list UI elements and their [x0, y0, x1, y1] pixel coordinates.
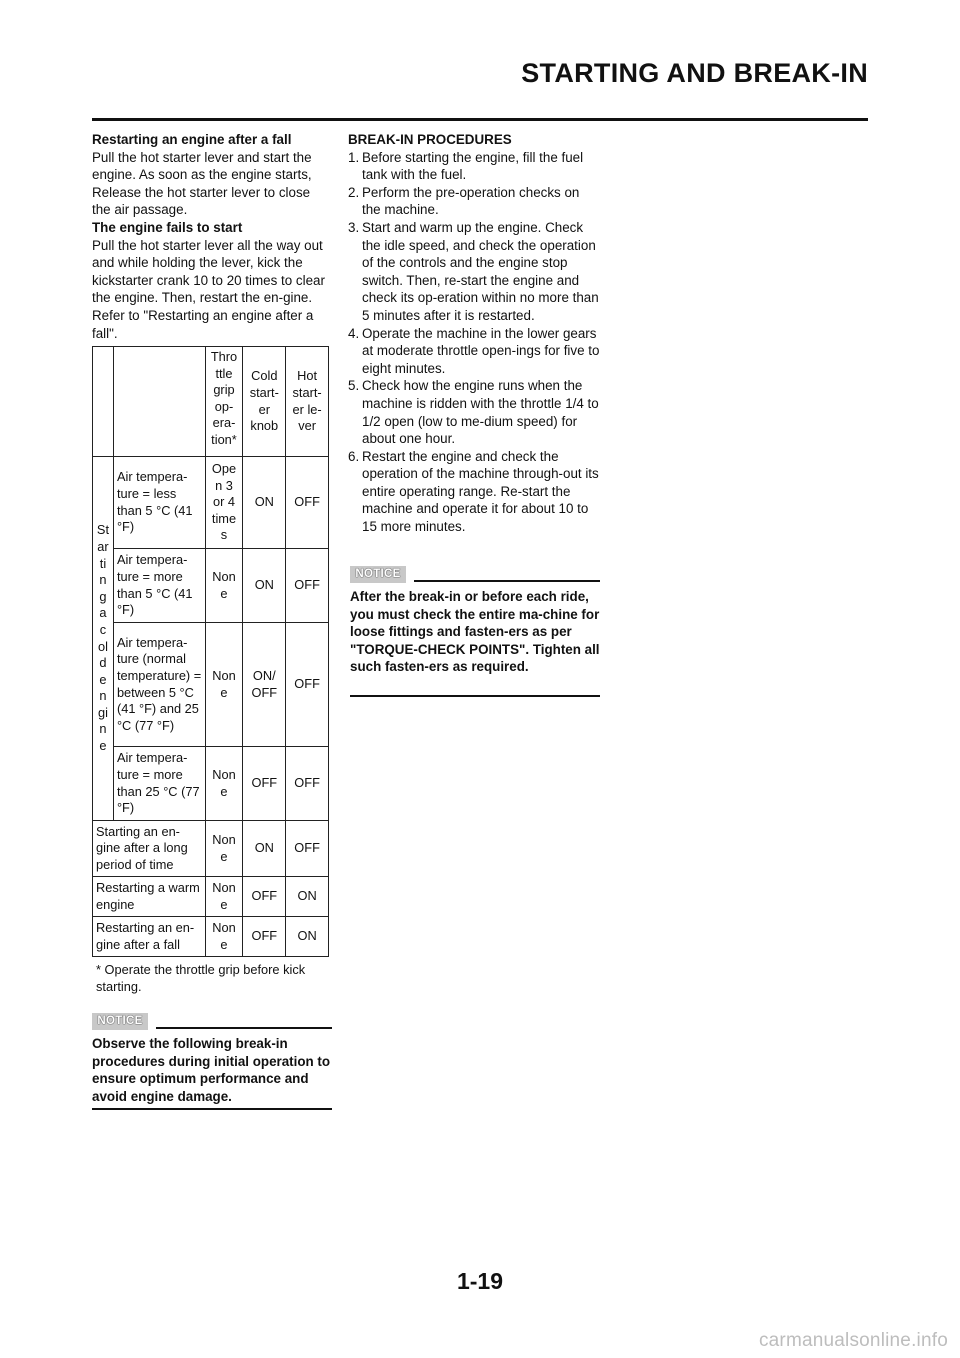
- row-hot: ON: [286, 877, 329, 917]
- right-column: [348, 131, 600, 536]
- row-cold: OFF: [243, 917, 286, 957]
- notice-bottom-rule: [350, 695, 600, 697]
- table-row: [93, 623, 329, 747]
- engine-fails-heading: The engine fails to start: [92, 219, 243, 235]
- list-item: 2. Perform the pre-operation checks on the machine.: [348, 184, 580, 218]
- notice-badge: NOTICE: [350, 566, 406, 583]
- row-condition: Air tempera- ture = less than 5 °C (41 °F): [113, 457, 205, 549]
- table-row: [93, 821, 329, 877]
- row-cold: ON/ OFF: [243, 623, 286, 747]
- notice-left: [92, 1013, 332, 1113]
- list-item: 6. Restart the engine and check the operation of the machine through-out its entire operating range. Re-start the machine and operate it for about 10 to 15 more minutes.: [348, 448, 599, 535]
- list-item: 1. Before starting the engine, fill the fuel tank with the fuel.: [348, 149, 584, 183]
- title-rule: [92, 118, 868, 121]
- page-title: STARTING AND BREAK-IN: [521, 58, 868, 88]
- row-throttle: Non e: [205, 821, 243, 877]
- notice-bottom-rule: [92, 1108, 332, 1110]
- table-row: [93, 877, 329, 917]
- table-row: [93, 549, 329, 623]
- table-row: [93, 917, 329, 957]
- row-throttle: Non e: [205, 877, 243, 917]
- notice-text: After the break-in or before each ride, you must check the entire ma-chine for loose fittings and fasten-ers as per "TORQUE-CHECK POINTS". Tighten all such fasten-ers as required.: [350, 589, 600, 675]
- row-condition: Starting an en- gine after a long period of time: [93, 821, 206, 877]
- header-cold-starter: Cold start- er knob: [243, 347, 286, 457]
- page-number: 1-19: [456, 1268, 504, 1294]
- row-throttle: Non e: [205, 917, 243, 957]
- row-throttle: Non e: [205, 623, 243, 747]
- row-throttle: Non e: [205, 747, 243, 821]
- row-cold: OFF: [243, 877, 286, 917]
- notice-top-rule: [414, 580, 600, 582]
- row-condition: Air tempera- ture (normal temperature) = between 5 °C (41 °F) and 25 °C (77 °F): [113, 623, 205, 747]
- notice-badge: NOTICE: [92, 1013, 148, 1030]
- row-hot: OFF: [286, 623, 329, 747]
- row-cold: ON: [243, 457, 286, 549]
- notice-top-rule: [156, 1027, 332, 1029]
- table-footnote: * Operate the throttle grip before kick starting.: [96, 962, 306, 994]
- row-cold: ON: [243, 821, 286, 877]
- restart-fall-heading: Restarting an engine after a fall: [92, 132, 292, 147]
- restart-fall-text: Pull the hot starter lever and start the engine. As soon as the engine starts, Release the hot starter lever to close the air passage.: [92, 149, 312, 218]
- list-item: 4. Operate the machine in the lower gears at moderate throttle open-ings for five to eight minutes.: [348, 325, 600, 376]
- list-item: 3. Start and warm up the engine. Check the idle speed, and check the operation of the controls and the engine stop switch. Then, re-start the engine and check its op-eration within no more than 5 minutes after it is restarted.: [348, 219, 599, 323]
- table-row: [93, 747, 329, 821]
- watermark: carmanualsonline.info: [758, 1330, 948, 1351]
- row-hot: ON: [286, 917, 329, 957]
- row-throttle: Non e: [205, 549, 243, 623]
- header-empty-cell: [93, 347, 114, 457]
- header-throttle: Thro ttle grip op- era- tion*: [205, 347, 243, 457]
- row-condition: Restarting an en- gine after a fall: [93, 917, 206, 957]
- left-column: [92, 131, 332, 342]
- cold-engine-label: St ar ti n g a c ol d e n gi n e: [93, 457, 114, 821]
- header-empty-cell: [113, 347, 205, 457]
- table-row: [93, 457, 329, 549]
- row-hot: OFF: [286, 457, 329, 549]
- notice-right: [350, 566, 600, 700]
- row-condition: Restarting a warm engine: [93, 877, 206, 917]
- row-condition: Air tempera- ture = more than 5 °C (41 °F): [113, 549, 205, 623]
- row-throttle: Ope n 3 or 4 time s: [205, 457, 243, 549]
- row-hot: OFF: [286, 821, 329, 877]
- starting-conditions-table: [92, 346, 329, 957]
- break-in-heading: BREAK-IN PROCEDURES: [348, 132, 512, 147]
- row-cold: OFF: [243, 747, 286, 821]
- list-item: 5. Check how the engine runs when the machine is ridden with the throttle 1/4 to 1/2 open (low to me-dium speed) for about one hour.: [348, 378, 599, 447]
- row-hot: OFF: [286, 549, 329, 623]
- notice-text: Observe the following break-in procedures during initial operation to ensure optimum performance and avoid engine damage.: [92, 1036, 331, 1104]
- engine-fails-text: Pull the hot starter lever all the way out and while holding the lever, kick the kickstarter crank 10 to 20 times to clear the engine. Then, restart the en-gine. Refer to "Restarting an engine after a fall".: [92, 237, 325, 341]
- row-condition: Air tempera- ture = more than 25 °C (77 °F): [113, 747, 205, 821]
- row-hot: OFF: [286, 747, 329, 821]
- header-hot-starter: Hot start- er le- ver: [286, 347, 329, 457]
- table-header-row: [93, 347, 329, 457]
- row-cold: ON: [243, 549, 286, 623]
- break-in-steps: [348, 149, 600, 536]
